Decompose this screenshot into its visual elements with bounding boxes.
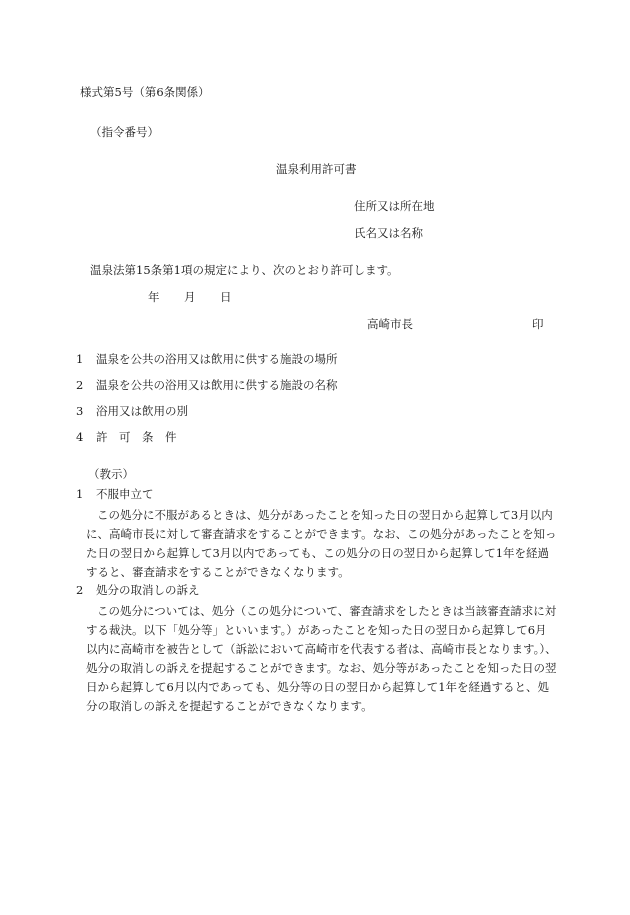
form-label: 様式第5号（第6条関係） — [80, 85, 210, 99]
list-item — [76, 403, 188, 419]
item-number: 3 — [76, 404, 84, 418]
section-title: 処分の取消しの訴え — [96, 583, 200, 597]
intro-text: 温泉法第15条第1項の規定により、次のとおり許可します。 — [90, 263, 399, 277]
list-item — [76, 377, 338, 393]
section-number: 1 — [76, 487, 84, 501]
item-text: 温泉を公共の浴用又は飲用に供する施設の場所 — [96, 352, 338, 366]
list-item — [76, 429, 177, 445]
notice-section-body: この処分については、処分（この処分について、審査請求をしたときは当該審査請求に対する裁決。以下「処分等」といいます。）があったことを知った日の翌日から起算して6月以内に高崎市を被告として（訴訟において高崎市を代表する者は、高崎市長となります。）、処分の取消しの訴えを提起することができます。なお、処分等があったことを知った日の翌日から起算して6月以内であっても、処分等の日の翌日から起算して1年を経過すると、処分の取消しの訴えを提起することができなくなります。 — [86, 604, 557, 713]
issuer: 高崎市長 — [367, 317, 413, 331]
item-number: 4 — [76, 430, 84, 444]
name-label: 氏名又は名称 — [354, 226, 423, 240]
item-text: 許 可 条 件 — [96, 430, 177, 444]
item-number: 1 — [76, 352, 84, 366]
section-number: 2 — [76, 583, 84, 597]
notice-section-title — [76, 582, 200, 598]
date-day: 日 — [220, 290, 232, 304]
item-text: 温泉を公共の浴用又は飲用に供する施設の名称 — [96, 378, 338, 392]
notice-section-body: この処分に不服があるときは、処分があったことを知った日の翌日から起算して3月以内に、高崎市長に対して審査請求をすることができます。なお、この処分があったことを知った日の翌日から起算して3月以内であっても、この処分の日の翌日から起算して1年を経過すると、審査請求をすることができなくなります。 — [86, 508, 557, 579]
directive-number: （指令番号） — [90, 125, 159, 139]
page-title: 温泉利用許可書 — [276, 162, 357, 176]
item-text: 浴用又は飲用の別 — [96, 404, 188, 418]
list-item — [76, 351, 338, 367]
notice-section-title — [76, 486, 154, 502]
notice-heading: （教示） — [88, 467, 134, 481]
date-year: 年 — [148, 290, 160, 304]
date-month: 月 — [184, 290, 196, 304]
seal-mark: 印 — [532, 317, 544, 331]
address-label: 住所又は所在地 — [354, 199, 435, 213]
item-number: 2 — [76, 378, 84, 392]
section-title: 不服申立て — [96, 487, 154, 501]
